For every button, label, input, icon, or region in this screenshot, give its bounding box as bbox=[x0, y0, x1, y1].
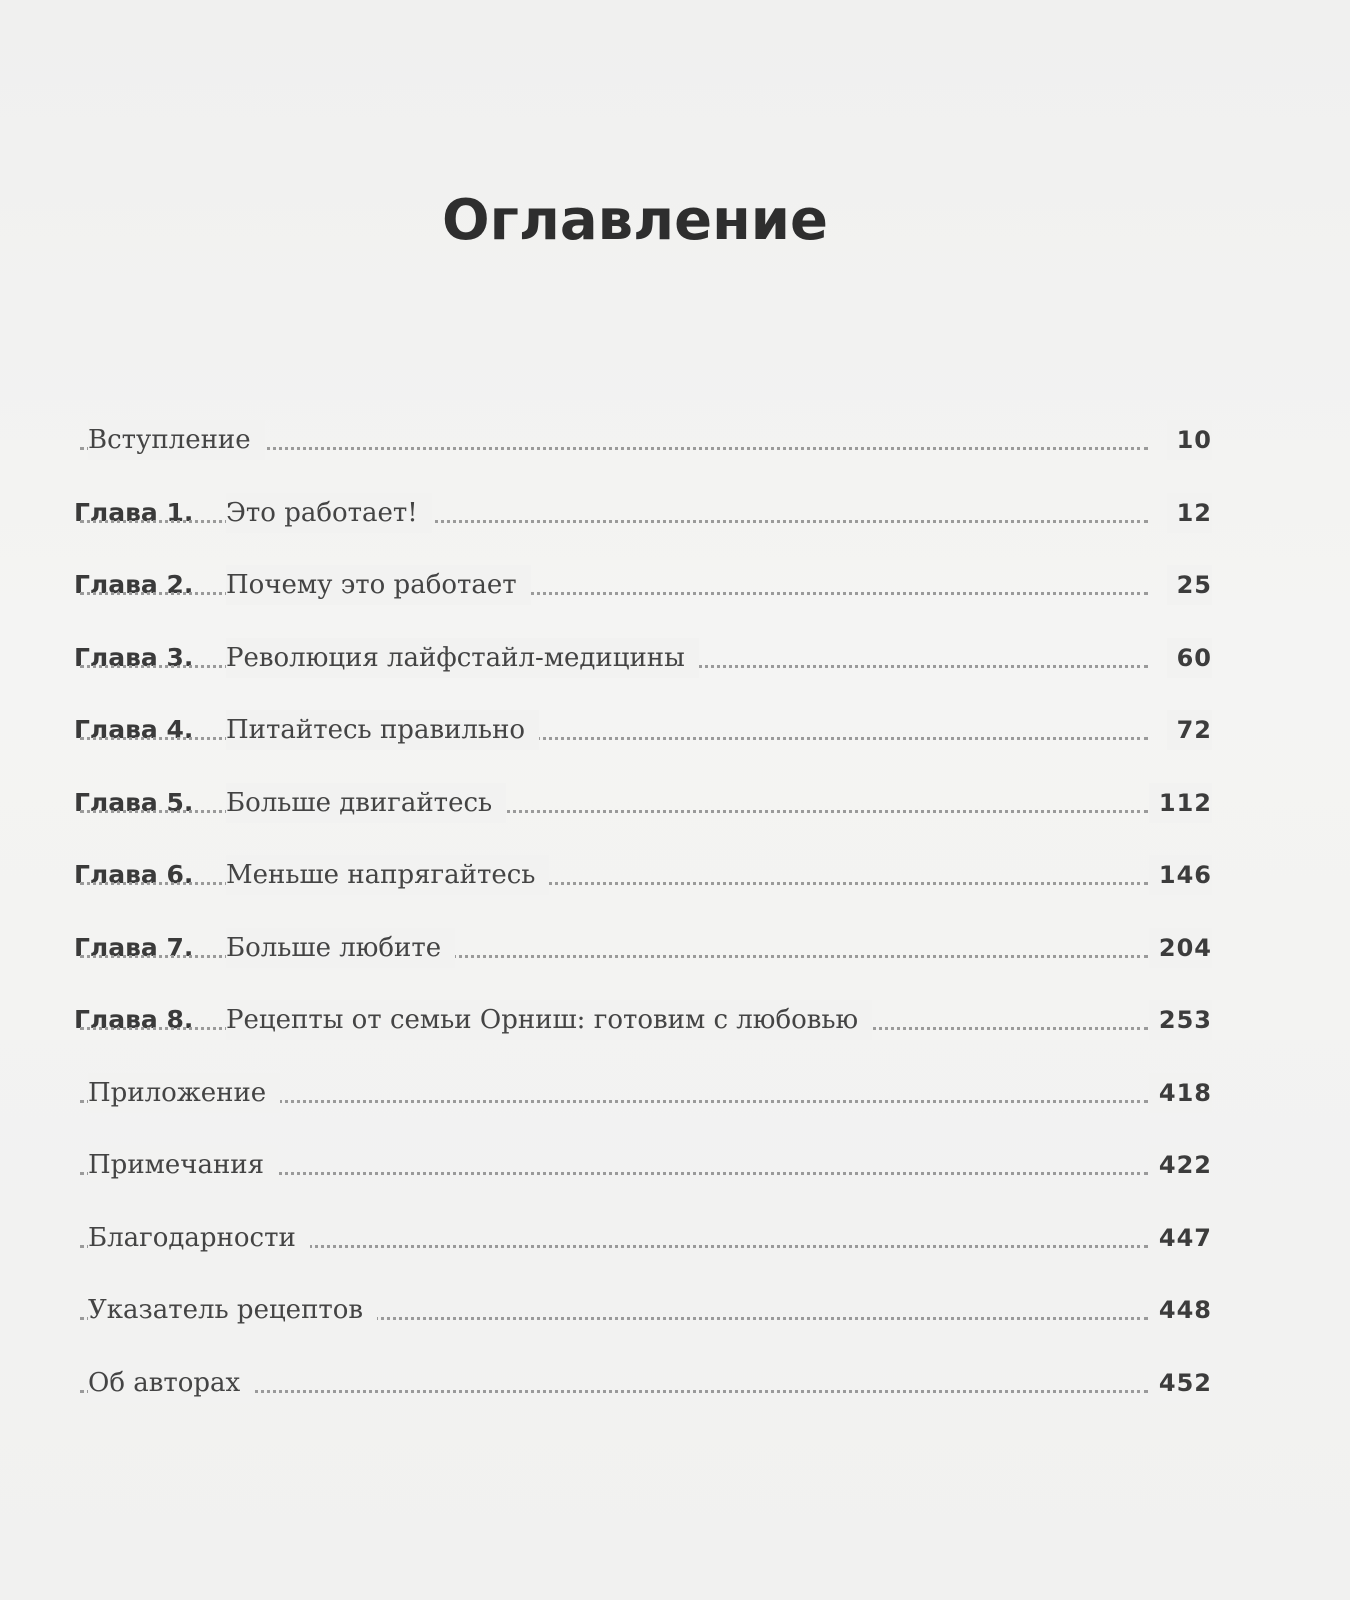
page-number: 112 bbox=[1149, 783, 1212, 823]
toc-entry[interactable] bbox=[0, 565, 1350, 605]
chapter-number: Глава 6. bbox=[74, 860, 194, 889]
entry-title: Приложение bbox=[88, 1073, 280, 1113]
toc-entry[interactable] bbox=[0, 783, 1350, 823]
chapter-number: Глава 5. bbox=[74, 787, 194, 817]
toc-entry[interactable] bbox=[0, 638, 1350, 678]
toc-entry[interactable] bbox=[0, 1290, 1350, 1330]
entry-title: Почему это работает bbox=[226, 565, 531, 605]
toc-entry[interactable] bbox=[0, 1363, 1350, 1403]
entry-title: Больше двигайтесь bbox=[226, 783, 506, 823]
entry-title: Больше любите bbox=[226, 928, 455, 968]
entry-title: Рецепты от семьи Орниш: готовим с любовью bbox=[226, 1000, 872, 1040]
entry-title: Это работает! bbox=[226, 493, 432, 533]
page-number: 12 bbox=[1167, 493, 1212, 533]
page-number: 422 bbox=[1149, 1145, 1212, 1185]
page-title: Оглавление bbox=[441, 188, 828, 253]
entry-title: Питайтесь правильно bbox=[226, 710, 539, 750]
entry-title: Об авторах bbox=[88, 1363, 254, 1403]
chapter-number: Глава 1. bbox=[74, 497, 194, 527]
toc-entry[interactable] bbox=[0, 928, 1350, 968]
entry-title: Примечания bbox=[88, 1145, 278, 1185]
page-number: 448 bbox=[1149, 1290, 1212, 1330]
page-number: 25 bbox=[1167, 565, 1212, 605]
toc-entry[interactable] bbox=[0, 420, 1350, 460]
page-number: 60 bbox=[1167, 638, 1212, 678]
page-number: 10 bbox=[1167, 420, 1212, 460]
page-number: 204 bbox=[1149, 928, 1212, 968]
page-number: 418 bbox=[1149, 1073, 1212, 1113]
toc-entry[interactable] bbox=[0, 493, 1350, 533]
toc-entry[interactable] bbox=[0, 1073, 1350, 1113]
entry-title: Меньше напрягайтесь bbox=[226, 855, 549, 895]
toc-entry[interactable] bbox=[0, 855, 1350, 895]
chapter-number: Глава 3. bbox=[74, 642, 194, 672]
chapter-number: Глава 2. bbox=[74, 570, 194, 599]
page-number: 146 bbox=[1149, 855, 1212, 895]
toc-entry[interactable] bbox=[0, 1000, 1350, 1040]
page-number: 253 bbox=[1149, 1000, 1212, 1040]
page-number: 447 bbox=[1149, 1218, 1212, 1258]
toc-entry[interactable] bbox=[0, 1145, 1350, 1185]
chapter-number: Глава 8. bbox=[74, 1005, 194, 1034]
chapter-number: Глава 4. bbox=[74, 715, 194, 744]
toc-entry[interactable] bbox=[0, 1218, 1350, 1258]
page-number: 72 bbox=[1167, 710, 1212, 750]
toc-entry[interactable] bbox=[0, 710, 1350, 750]
entry-title: Революция лайфстайл-медицины bbox=[226, 638, 699, 678]
page-number: 452 bbox=[1149, 1363, 1212, 1403]
entry-title: Вступление bbox=[88, 420, 265, 460]
chapter-number: Глава 7. bbox=[74, 932, 194, 962]
entry-title: Благодарности bbox=[88, 1218, 310, 1258]
entry-title: Указатель рецептов bbox=[88, 1290, 377, 1330]
